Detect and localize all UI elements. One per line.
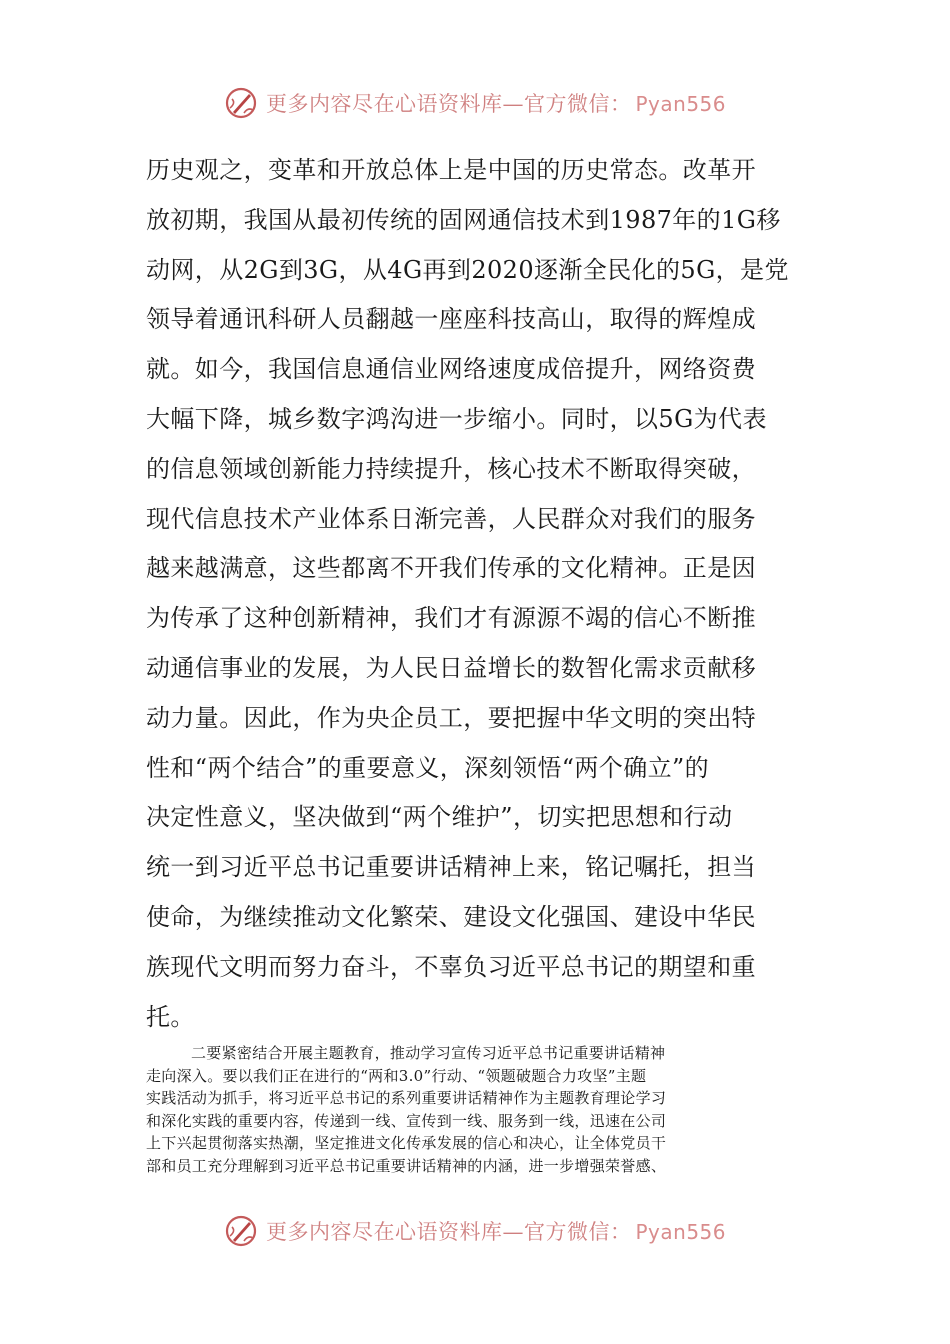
text-line: 大幅下降，城乡数字鸿沟进一步缩小。同时，以5G为代表 — [146, 404, 767, 433]
watermark-wechat-id: Pyan556 — [635, 92, 726, 116]
text-line: 动网，从2G到3G，从4G再到2020逐渐全民化的5G，是党 — [146, 255, 789, 284]
text-line: 托。 — [146, 1002, 195, 1031]
watermark-header — [0, 83, 950, 123]
watermark-text — [266, 88, 726, 118]
text-line: 使命，为继续推动文化繁荣、建设文化强国、建设中华民 — [146, 902, 756, 931]
text-line: 决定性意义，坚决做到“两个维护”，切实把思想和行动 — [146, 803, 733, 832]
text-line: 领导着通讯科研人员翻越一座座科技高山，取得的辉煌成 — [146, 305, 756, 334]
text-line: 历史观之，变革和开放总体上是中国的历史常态。改革开 — [146, 156, 756, 184]
text-line: 族现代文明而努力奋斗，不辜负习近平总书记的期望和重 — [146, 952, 756, 981]
text-line: 部和员工充分理解到习近平总书记重要讲话精神的内涵，进一步增强荣誉感、 — [146, 1156, 667, 1175]
quill-logo-icon — [224, 1214, 258, 1248]
watermark-wechat-id: Pyan556 — [635, 1220, 726, 1244]
text-line: 统一到习近平总书记重要讲话精神上来，铭记嘱托，担当 — [146, 853, 756, 882]
text-line: 放初期，我国从最初传统的固网通信技术到1987年的1G移 — [146, 205, 781, 234]
text-line: 动力量。因此，作为央企员工，要把握中华文明的突出特 — [146, 703, 756, 732]
text-line: 的信息领域创新能力持续提升，核心技术不断取得突破， — [146, 454, 756, 483]
text-line: 现代信息技术产业体系日渐完善，人民群众对我们的服务 — [146, 504, 756, 533]
watermark-label: 更多内容尽在心语资料库—官方微信： — [265, 1220, 632, 1244]
text-line: 上下兴起贯彻落实热潮，坚定推进文化传承发展的信心和决心，让全体党员干 — [146, 1134, 667, 1152]
text-line: 就。如今，我国信息通信业网络速度成倍提升，网络资费 — [146, 355, 756, 384]
text-line: 为传承了这种创新精神，我们才有源源不竭的信心不断推 — [146, 604, 756, 633]
second-paragraph — [146, 1042, 806, 1177]
text-line: 动通信事业的发展，为人民日益增长的数智化需求贡献移 — [146, 653, 756, 682]
text-line: 和深化实践的重要内容，传递到一线、宣传到一线、服务到一线，迅速在公司 — [146, 1111, 667, 1130]
text-line: 性和“两个结合”的重要意义，深刻领悟“两个确立”的 — [146, 753, 710, 782]
text-line: 越来越满意，这些都离不开我们传承的文化精神。正是因 — [146, 554, 756, 583]
text-line: 走向深入。要以我们正在进行的“两和3.0”行动、“领题破题合力攻坚”主题 — [146, 1066, 647, 1085]
quill-logo-icon — [224, 86, 258, 120]
watermark-text — [266, 1216, 726, 1246]
watermark-footer — [0, 1211, 950, 1251]
watermark-label: 更多内容尽在心语资料库—官方微信： — [265, 92, 632, 116]
main-paragraph — [146, 146, 806, 1042]
text-line: 二要紧密结合开展主题教育，推动学习宣传习近平总书记重要讲话精神 — [191, 1044, 666, 1062]
text-line: 实践活动为抓手，将习近平总书记的系列重要讲话精神作为主题教育理论学习 — [146, 1089, 667, 1107]
